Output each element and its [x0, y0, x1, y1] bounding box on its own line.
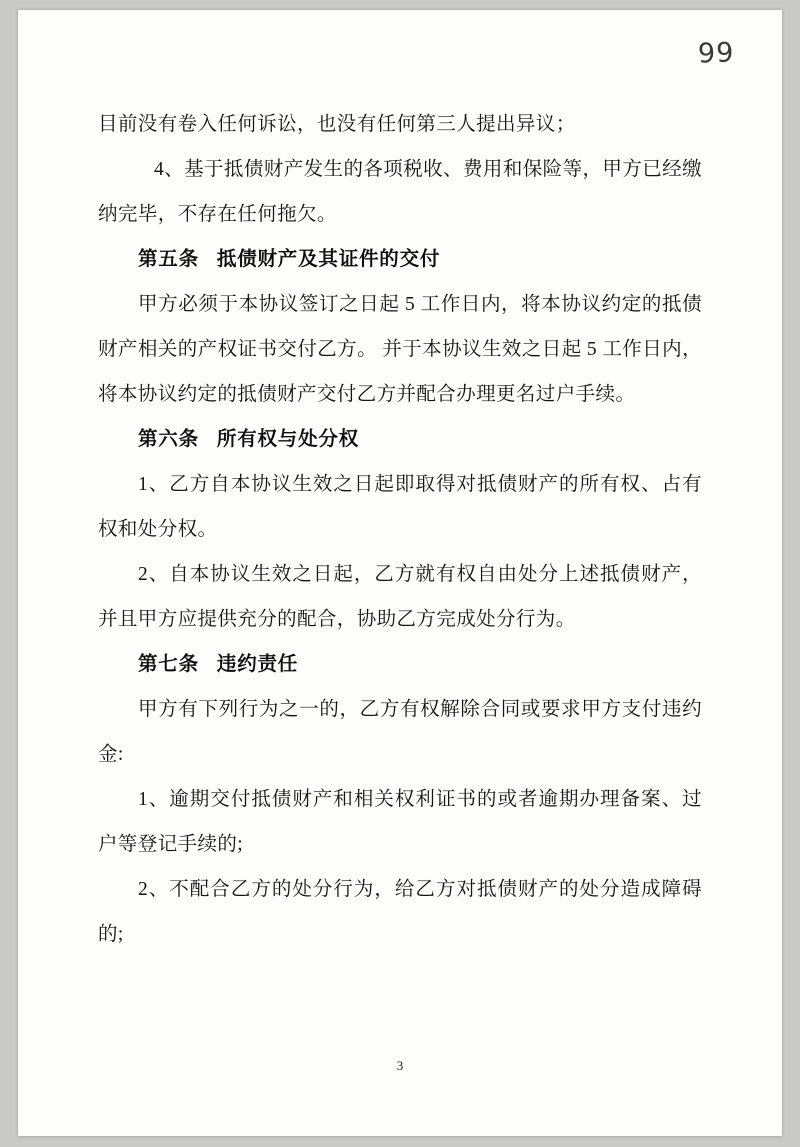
- section-label: 第五条: [138, 249, 199, 270]
- footer-page-number: 3: [396, 1058, 404, 1073]
- section-title: 所有权与处分权: [216, 429, 360, 450]
- page-inner: [18, 10, 782, 1136]
- document-body: [98, 102, 702, 957]
- section-label: 第六条: [138, 429, 199, 450]
- paragraph: 1、逾期交付抵债财产和相关权利证书的或者逾期办理备案、过户等登记手续的;: [98, 789, 702, 855]
- section-label: 第七条: [138, 654, 199, 675]
- paragraph: 2、不配合乙方的处分行为，给乙方对抵债财产的处分造成障碍的;: [98, 879, 702, 945]
- paragraph: 4、基于抵债财产发生的各项税收、费用和保险等，甲方已经缴纳完毕，不存在任何拖欠。: [98, 159, 702, 225]
- document-page: [18, 10, 782, 1136]
- paragraph: 2、自本协议生效之日起，乙方就有权自由处分上述抵债财产，并且甲方应提供充分的配合，协助乙方完成处分行为。: [98, 564, 702, 630]
- paragraph: 甲方有下列行为之一的，乙方有权解除合同或要求甲方支付违约金:: [98, 699, 702, 765]
- paragraph: 目前没有卷入任何诉讼，也没有任何第三人提出异议；: [98, 114, 576, 135]
- section-title: 违约责任: [216, 654, 299, 675]
- handwritten-page-number: 99: [697, 37, 735, 70]
- paragraph: 甲方必须于本协议签订之日起 5 工作日内，将本协议约定的抵债财产相关的产权证书交付乙方。 并于本协议生效之日起 5 工作日内，将本协议约定的抵债财产交付乙方并配合办理更名过户手续。: [98, 294, 702, 405]
- section-title: 抵债财产及其证件的交付: [216, 249, 441, 270]
- paragraph: 1、乙方自本协议生效之日起即取得对抵债财产的所有权、占有权和处分权。: [98, 474, 702, 540]
- section-heading: [98, 417, 702, 462]
- section-heading: [98, 237, 702, 282]
- section-heading: [98, 642, 702, 687]
